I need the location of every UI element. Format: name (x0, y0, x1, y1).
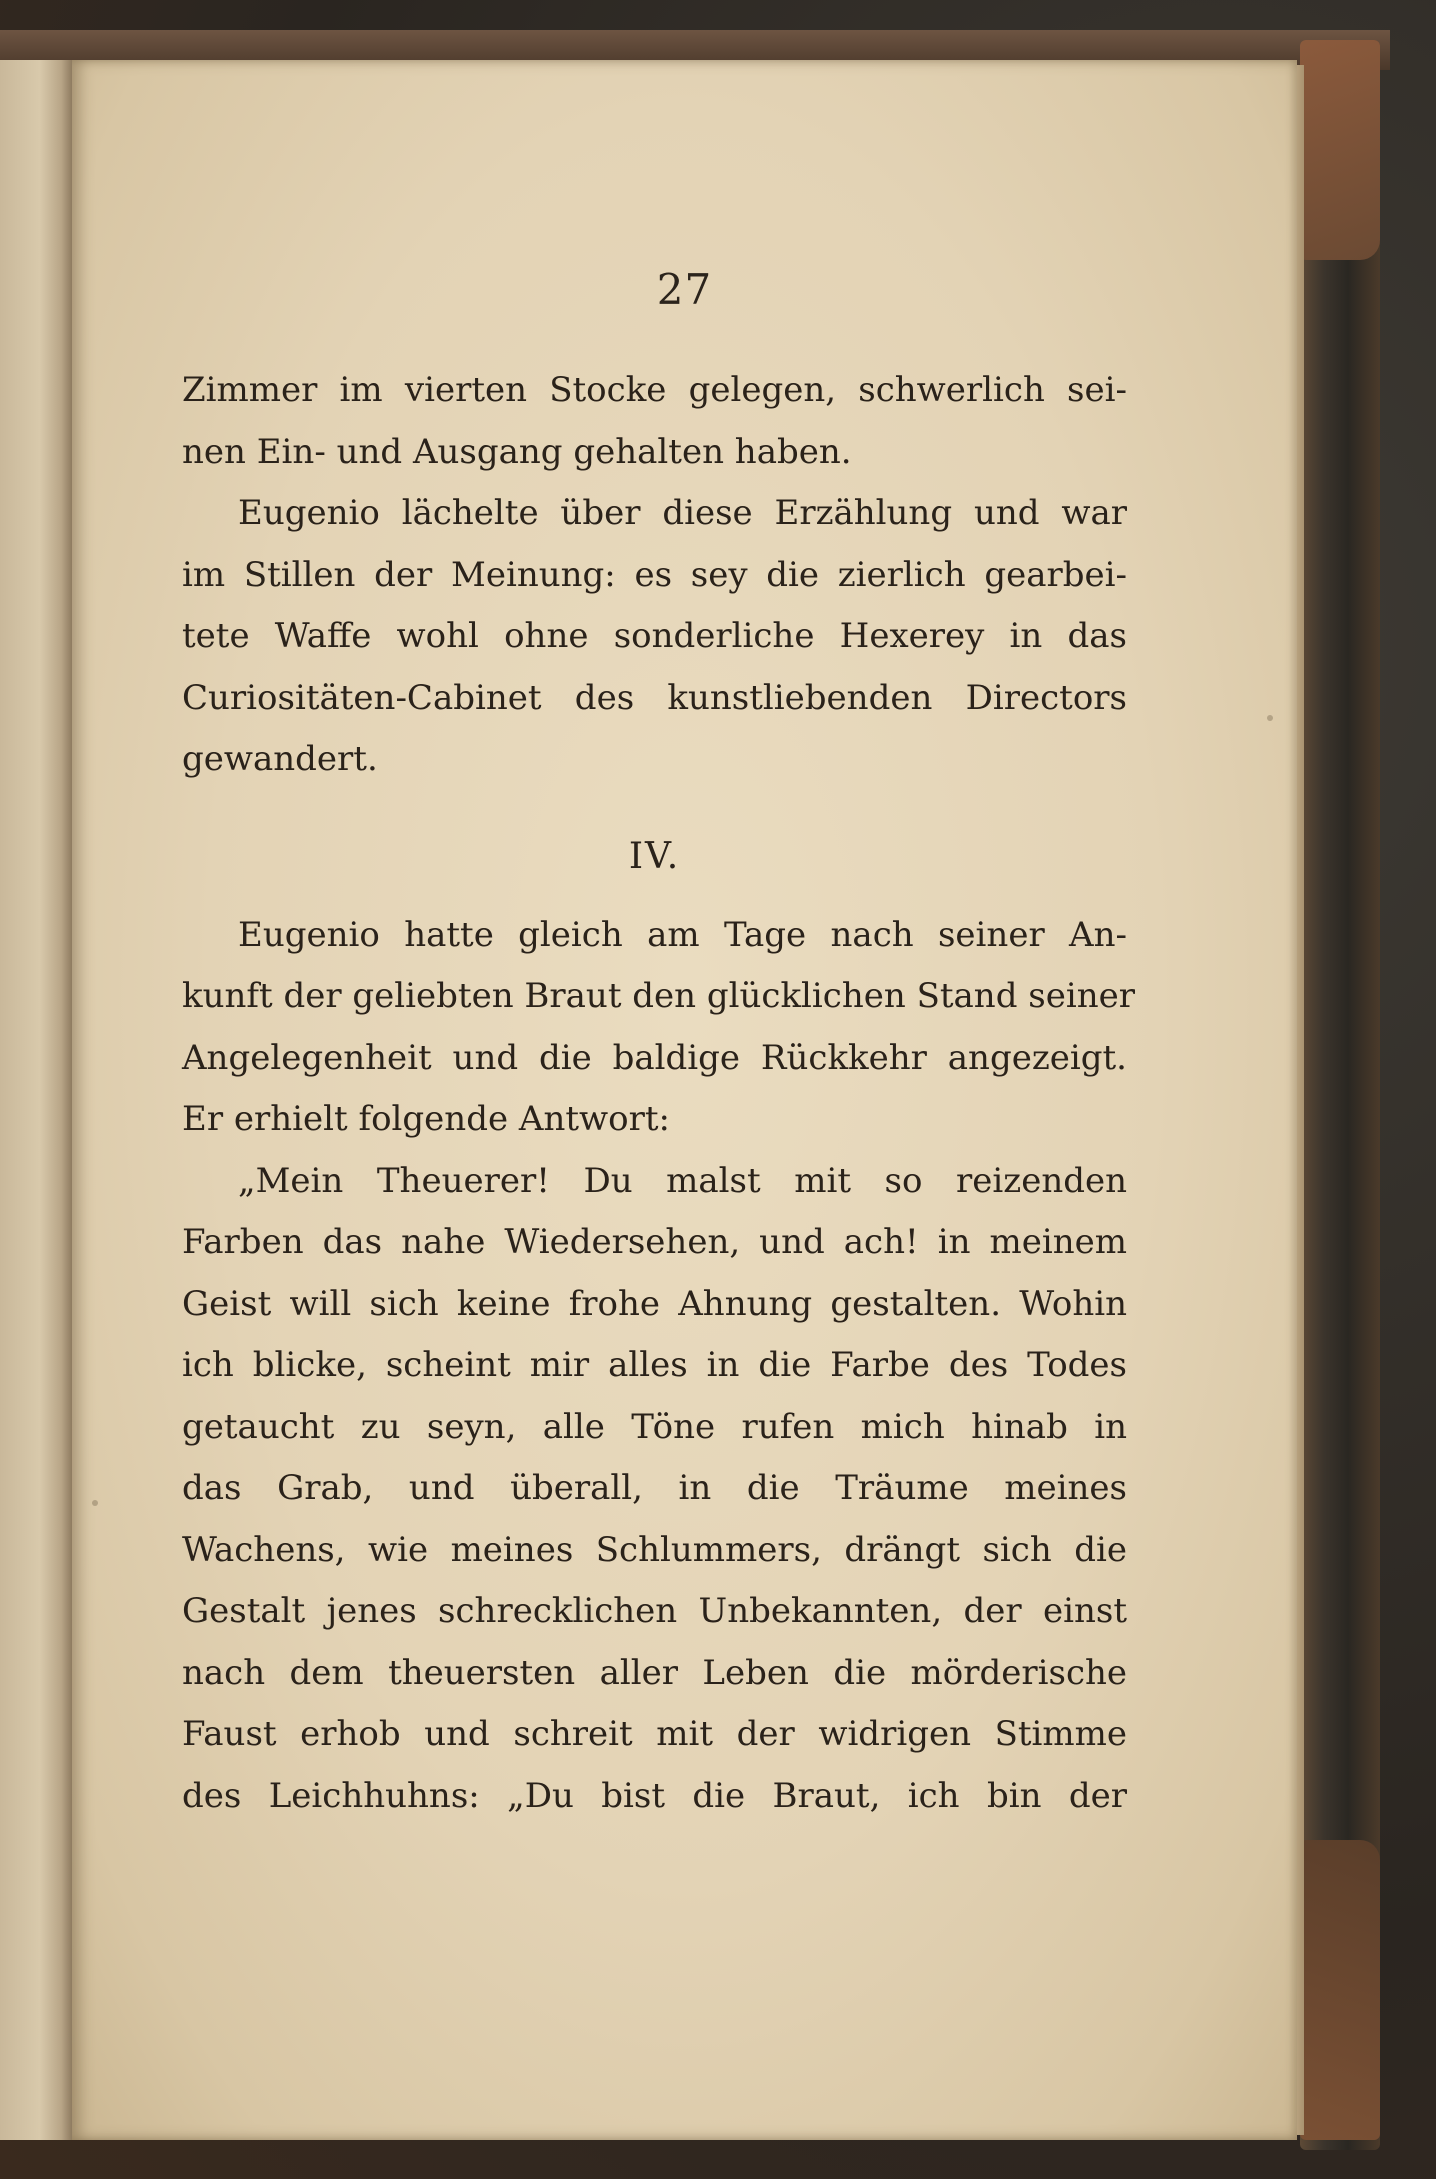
book-page (72, 60, 1297, 2140)
text-line: getaucht zu seyn, alle Töne rufen mich hinab in (182, 1406, 1127, 1447)
paper-speck (92, 1500, 98, 1506)
text-line: des Leichhuhns: „Du bist die Braut, ich bin der (182, 1775, 1127, 1816)
text-line: Geist will sich keine frohe Ahnung gestalten. Wohin (182, 1283, 1127, 1324)
text-line: nach dem theuersten aller Leben die mörderische (182, 1652, 1127, 1693)
facing-page-sliver (0, 60, 72, 2140)
text-line: „Mein Theuerer! Du malst mit so reizenden (238, 1160, 1127, 1201)
leather-corner-top (1300, 40, 1380, 260)
text-line: Farben das nahe Wiedersehen, und ach! in meinem (182, 1222, 1127, 1262)
page-text (182, 360, 1135, 1827)
page-number: 27 (656, 265, 713, 314)
text-line: Zimmer im vierten Stocke gelegen, schwerlich sei- (182, 370, 1127, 410)
text-line: Gestalt jenes schrecklichen Unbekannten, der einst (182, 1591, 1127, 1631)
text-line: das Grab, und überall, in die Träume meines (182, 1468, 1127, 1508)
paragraph-4 (182, 1151, 1127, 1828)
text-line: Er erhielt folgende Antwort: (182, 1099, 670, 1139)
text-line: Faust erhob und schreit mit der widrigen Stimme (182, 1714, 1127, 1754)
text-line: Eugenio lächelte über diese Erzählung und war (238, 493, 1127, 533)
text-line: Wachens, wie meines Schlummers, drängt sich die (182, 1529, 1127, 1570)
text-line: Eugenio hatte gleich am Tage nach seiner An- (238, 914, 1127, 955)
text-line: tete Waffe wohl ohne sonderliche Hexerey in das (182, 616, 1127, 656)
text-line: im Stillen der Meinung: es sey die zierlich gearbei- (182, 554, 1127, 595)
paragraph-2 (182, 483, 1127, 791)
text-line: ich blicke, scheint mir alles in die Farbe des Todes (182, 1345, 1127, 1385)
text-line: Curiositäten-Cabinet des kunstliebenden Directors (182, 677, 1127, 718)
chapter-heading: IV. (628, 835, 681, 877)
paragraph-1 (182, 360, 1127, 483)
paper-speck (1267, 715, 1273, 721)
paragraph-3 (182, 905, 1135, 1151)
text-line: nen Ein- und Ausgang gehalten haben. (182, 431, 852, 472)
text-line: gewandert. (182, 739, 378, 779)
leather-corner-bottom (1300, 1840, 1380, 2140)
text-line: kunft der geliebten Braut den glücklichen Stand seiner (182, 976, 1135, 1016)
text-line: Angelegenheit und die baldige Rückkehr angezeigt. (182, 1037, 1127, 1078)
cover-right-edge (1300, 40, 1380, 2150)
